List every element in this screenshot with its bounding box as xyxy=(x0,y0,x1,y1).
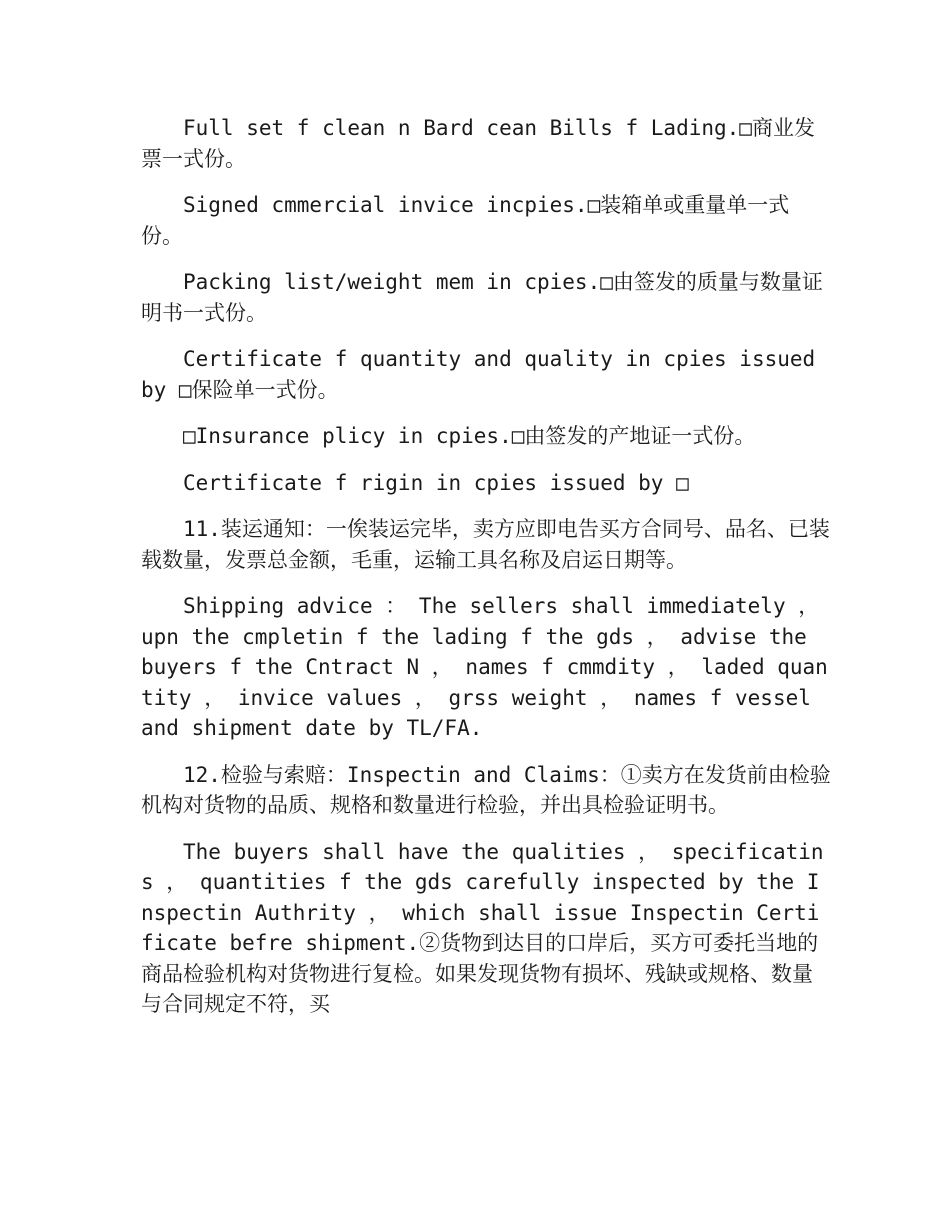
paragraph-packing-list: Packing list/weight mem in cpies.□由签发的质量与数量证明书一式份。 xyxy=(141,270,823,325)
paragraph-inspection-claims-cn: 12.检验与索赔：Inspectin and Claims：①卖方在发货前由检验机构对货物的品质、规格和数量进行检验，并出具检验证明书。 xyxy=(141,762,831,817)
paragraph-commercial-invoice: Signed cmmercial invice incpies.□装箱单或重量单一式份。 xyxy=(141,193,790,248)
paragraph-certificate-of-origin: Certificate f rigin in cpies issued by □ xyxy=(183,470,689,495)
paragraph-bills-of-lading: Full set f clean n Bard cean Bills f Lading.□商业发票一式份。 xyxy=(141,116,815,171)
paragraph-quantity-quality-certificate: Certificate f quantity and quality in cpies issued by □保险单一式份。 xyxy=(141,347,828,402)
paragraph-insurance-policy: □Insurance plicy in cpies.□由签发的产地证一式份。 xyxy=(183,424,756,448)
paragraph-shipping-advice-cn: 11.装运通知：一俟装运完毕，卖方应即电告买方合同号、品名、已装载数量，发票总金额，毛重，运输工具名称及启运日期等。 xyxy=(141,517,830,572)
document-page xyxy=(141,113,831,1036)
paragraph-inspection-claims-en: The buyers shall have the qualities ， specificatins ， quantities f the gds carefully inspected by the Inspectin Authrity ， which shall issue Inspectin Certificate befre shipment.②货物到达目的口岸后，买方可委托当地的商品检验机构对货物进行复检。如果发现货物有损坏、残缺或规格、数量与合同规定不符，买 xyxy=(141,839,824,1016)
paragraph-shipping-advice-en: Shipping advice ： The sellers shall immediately ， upn the cmpletin f the lading f the gds ， advise the buyers f the Cntract N ， names f cmmdity ， laded quantity ， invice values ， grss weight ， names f vessel and shipment date by TL/FA. xyxy=(141,594,832,740)
